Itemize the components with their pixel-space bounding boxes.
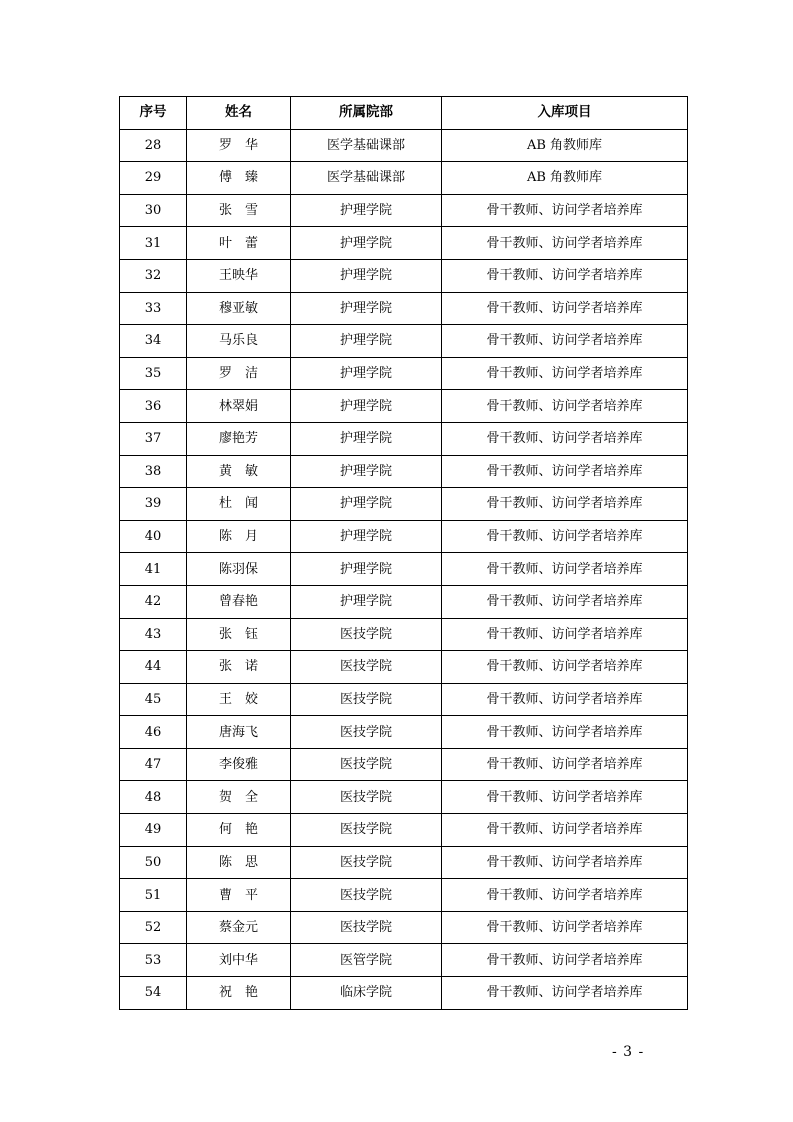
cell-name: 罗 洁 xyxy=(187,357,291,390)
cell-project: 骨干教师、访问学者培养库 xyxy=(442,325,688,358)
cell-name: 祝 艳 xyxy=(187,977,291,1010)
table-row xyxy=(120,585,688,618)
cell-serial-number: 49 xyxy=(120,814,187,847)
cell-department: 医技学院 xyxy=(291,879,442,912)
cell-department: 护理学院 xyxy=(291,520,442,553)
header-name: 姓名 xyxy=(187,97,291,130)
table-header xyxy=(120,97,688,130)
cell-project: 骨干教师、访问学者培养库 xyxy=(442,422,688,455)
cell-project: 骨干教师、访问学者培养库 xyxy=(442,259,688,292)
cell-serial-number: 42 xyxy=(120,585,187,618)
cell-project: 骨干教师、访问学者培养库 xyxy=(442,455,688,488)
cell-project: AB 角教师库 xyxy=(442,129,688,162)
cell-serial-number: 43 xyxy=(120,618,187,651)
cell-name: 贺 全 xyxy=(187,781,291,814)
cell-name: 唐海飞 xyxy=(187,716,291,749)
cell-name: 叶 蕾 xyxy=(187,227,291,260)
cell-serial-number: 29 xyxy=(120,162,187,195)
cell-name: 张 钰 xyxy=(187,618,291,651)
cell-name: 傅 臻 xyxy=(187,162,291,195)
cell-serial-number: 50 xyxy=(120,846,187,879)
cell-project: 骨干教师、访问学者培养库 xyxy=(442,651,688,684)
cell-department: 医技学院 xyxy=(291,846,442,879)
cell-name: 黄 敏 xyxy=(187,455,291,488)
cell-department: 医技学院 xyxy=(291,618,442,651)
cell-department: 护理学院 xyxy=(291,553,442,586)
cell-serial-number: 31 xyxy=(120,227,187,260)
table-row xyxy=(120,357,688,390)
cell-name: 何 艳 xyxy=(187,814,291,847)
cell-project: 骨干教师、访问学者培养库 xyxy=(442,977,688,1010)
cell-department: 医技学院 xyxy=(291,716,442,749)
cell-name: 张 诺 xyxy=(187,651,291,684)
cell-project: 骨干教师、访问学者培养库 xyxy=(442,911,688,944)
table-row xyxy=(120,129,688,162)
cell-serial-number: 38 xyxy=(120,455,187,488)
table-row xyxy=(120,292,688,325)
cell-serial-number: 45 xyxy=(120,683,187,716)
cell-name: 曹 平 xyxy=(187,879,291,912)
cell-department: 医学基础课部 xyxy=(291,129,442,162)
table-body xyxy=(120,129,688,1009)
table-row xyxy=(120,911,688,944)
cell-project: 骨干教师、访问学者培养库 xyxy=(442,748,688,781)
cell-serial-number: 30 xyxy=(120,194,187,227)
cell-department: 医技学院 xyxy=(291,651,442,684)
cell-name: 王映华 xyxy=(187,259,291,292)
cell-serial-number: 52 xyxy=(120,911,187,944)
table-row xyxy=(120,455,688,488)
cell-name: 陈 思 xyxy=(187,846,291,879)
cell-department: 医学基础课部 xyxy=(291,162,442,195)
cell-serial-number: 40 xyxy=(120,520,187,553)
table-row xyxy=(120,488,688,521)
header-row xyxy=(120,97,688,130)
cell-project: 骨干教师、访问学者培养库 xyxy=(442,716,688,749)
cell-serial-number: 54 xyxy=(120,977,187,1010)
cell-name: 穆亚敏 xyxy=(187,292,291,325)
header-serial-number: 序号 xyxy=(120,97,187,130)
cell-serial-number: 39 xyxy=(120,488,187,521)
cell-serial-number: 32 xyxy=(120,259,187,292)
cell-project: 骨干教师、访问学者培养库 xyxy=(442,585,688,618)
table-row xyxy=(120,162,688,195)
cell-project: 骨干教师、访问学者培养库 xyxy=(442,488,688,521)
cell-serial-number: 53 xyxy=(120,944,187,977)
cell-department: 护理学院 xyxy=(291,390,442,423)
table-row xyxy=(120,977,688,1010)
table-row xyxy=(120,781,688,814)
cell-serial-number: 28 xyxy=(120,129,187,162)
cell-name: 蔡金元 xyxy=(187,911,291,944)
cell-serial-number: 34 xyxy=(120,325,187,358)
table-row xyxy=(120,259,688,292)
cell-department: 护理学院 xyxy=(291,194,442,227)
cell-project: 骨干教师、访问学者培养库 xyxy=(442,292,688,325)
cell-project: 骨干教师、访问学者培养库 xyxy=(442,194,688,227)
cell-project: 骨干教师、访问学者培养库 xyxy=(442,846,688,879)
cell-name: 罗 华 xyxy=(187,129,291,162)
cell-serial-number: 47 xyxy=(120,748,187,781)
table-row xyxy=(120,944,688,977)
cell-project: 骨干教师、访问学者培养库 xyxy=(442,357,688,390)
cell-department: 护理学院 xyxy=(291,259,442,292)
cell-project: 骨干教师、访问学者培养库 xyxy=(442,781,688,814)
table-row xyxy=(120,553,688,586)
table-row xyxy=(120,325,688,358)
cell-department: 护理学院 xyxy=(291,325,442,358)
cell-project: AB 角教师库 xyxy=(442,162,688,195)
table-row xyxy=(120,390,688,423)
table-row xyxy=(120,814,688,847)
cell-department: 临床学院 xyxy=(291,977,442,1010)
cell-project: 骨干教师、访问学者培养库 xyxy=(442,553,688,586)
cell-serial-number: 41 xyxy=(120,553,187,586)
table-row xyxy=(120,520,688,553)
table-row xyxy=(120,422,688,455)
table-row xyxy=(120,194,688,227)
cell-project: 骨干教师、访问学者培养库 xyxy=(442,879,688,912)
header-project: 入库项目 xyxy=(442,97,688,130)
cell-department: 护理学院 xyxy=(291,585,442,618)
cell-serial-number: 37 xyxy=(120,422,187,455)
cell-name: 马乐良 xyxy=(187,325,291,358)
table-row xyxy=(120,651,688,684)
cell-name: 陈 月 xyxy=(187,520,291,553)
cell-project: 骨干教师、访问学者培养库 xyxy=(442,618,688,651)
cell-department: 医技学院 xyxy=(291,683,442,716)
table-row xyxy=(120,227,688,260)
cell-project: 骨干教师、访问学者培养库 xyxy=(442,683,688,716)
cell-name: 杜 闻 xyxy=(187,488,291,521)
roster-table xyxy=(119,96,688,1010)
cell-project: 骨干教师、访问学者培养库 xyxy=(442,520,688,553)
cell-name: 张 雪 xyxy=(187,194,291,227)
cell-serial-number: 35 xyxy=(120,357,187,390)
cell-serial-number: 46 xyxy=(120,716,187,749)
cell-department: 护理学院 xyxy=(291,292,442,325)
cell-department: 护理学院 xyxy=(291,422,442,455)
cell-name: 陈羽保 xyxy=(187,553,291,586)
cell-department: 护理学院 xyxy=(291,227,442,260)
cell-name: 王 姣 xyxy=(187,683,291,716)
cell-department: 医技学院 xyxy=(291,781,442,814)
cell-department: 护理学院 xyxy=(291,455,442,488)
table-row xyxy=(120,683,688,716)
header-department: 所属院部 xyxy=(291,97,442,130)
cell-name: 廖艳芳 xyxy=(187,422,291,455)
cell-department: 医管学院 xyxy=(291,944,442,977)
cell-serial-number: 51 xyxy=(120,879,187,912)
cell-serial-number: 48 xyxy=(120,781,187,814)
page-number: - 3 - xyxy=(612,1044,645,1060)
cell-project: 骨干教师、访问学者培养库 xyxy=(442,227,688,260)
cell-serial-number: 36 xyxy=(120,390,187,423)
cell-department: 医技学院 xyxy=(291,748,442,781)
table-row xyxy=(120,879,688,912)
cell-name: 李俊雅 xyxy=(187,748,291,781)
cell-name: 曾春艳 xyxy=(187,585,291,618)
cell-department: 医技学院 xyxy=(291,911,442,944)
cell-serial-number: 44 xyxy=(120,651,187,684)
cell-department: 医技学院 xyxy=(291,814,442,847)
table-row xyxy=(120,846,688,879)
cell-name: 刘中华 xyxy=(187,944,291,977)
table-row xyxy=(120,716,688,749)
cell-project: 骨干教师、访问学者培养库 xyxy=(442,390,688,423)
cell-department: 护理学院 xyxy=(291,357,442,390)
cell-name: 林翠娟 xyxy=(187,390,291,423)
cell-project: 骨干教师、访问学者培养库 xyxy=(442,944,688,977)
cell-department: 护理学院 xyxy=(291,488,442,521)
cell-project: 骨干教师、访问学者培养库 xyxy=(442,814,688,847)
cell-serial-number: 33 xyxy=(120,292,187,325)
table-row xyxy=(120,748,688,781)
table-row xyxy=(120,618,688,651)
